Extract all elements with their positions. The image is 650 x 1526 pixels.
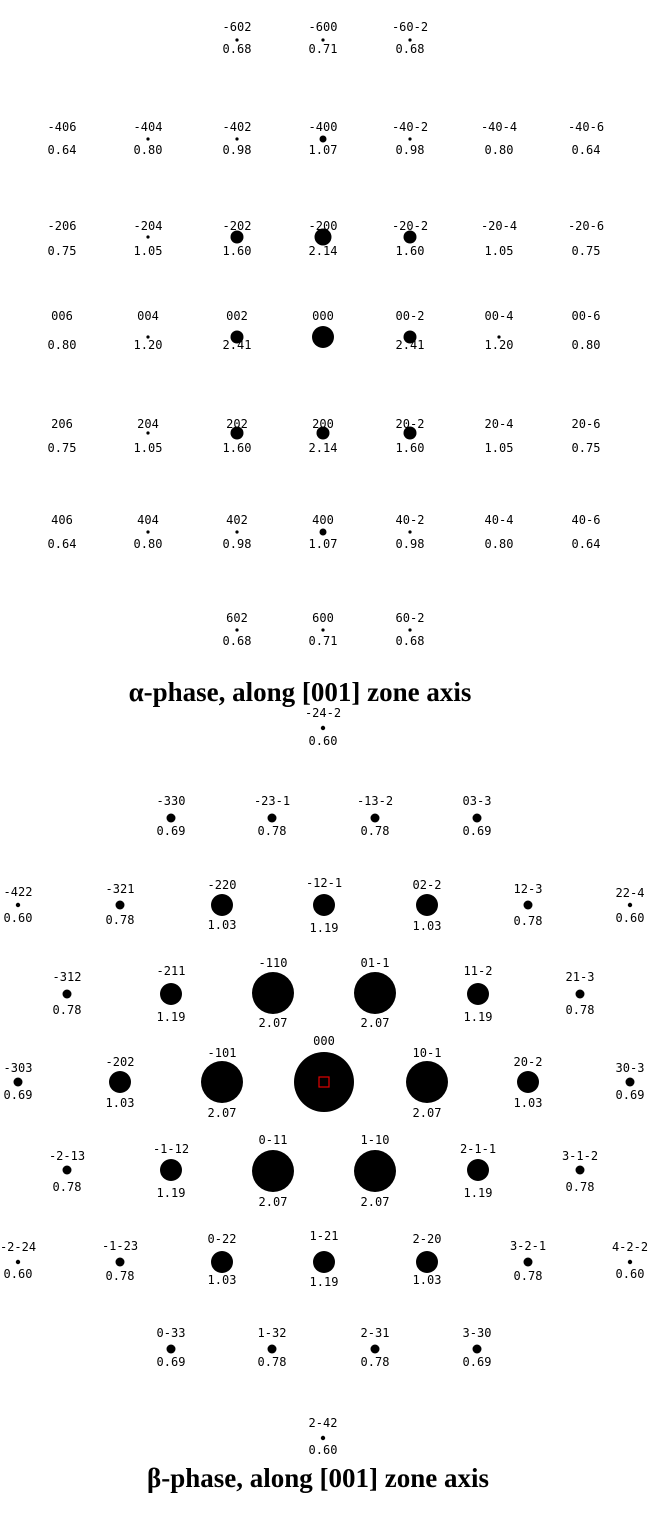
alpha-hkl-label: 40-2 xyxy=(395,513,425,527)
beta-spot-m202 xyxy=(109,1071,131,1093)
beta-d-spacing-label: 0.60 xyxy=(3,911,33,925)
beta-spot-3m2m1 xyxy=(524,1258,533,1267)
beta-d-spacing-label: 1.19 xyxy=(463,1010,493,1024)
alpha-d-spacing-label: 0.80 xyxy=(133,537,163,551)
beta-d-spacing-label: 0.60 xyxy=(615,911,645,925)
alpha-d-spacing-label: 0.75 xyxy=(47,441,77,455)
alpha-spot-402 xyxy=(235,530,238,533)
beta-d-spacing-label: 1.19 xyxy=(463,1186,493,1200)
alpha-d-spacing-label: 0.80 xyxy=(47,338,77,352)
beta-spot-0m33 xyxy=(167,1345,176,1354)
alpha-d-spacing-label: 0.80 xyxy=(571,338,601,352)
beta-d-spacing-label: 0.69 xyxy=(156,824,186,838)
beta-hkl-label: -1-23 xyxy=(101,1239,139,1253)
beta-d-spacing-label: 2.07 xyxy=(207,1106,237,1120)
beta-hkl-label: 1-10 xyxy=(360,1133,390,1147)
beta-d-spacing-label: 1.19 xyxy=(309,1275,339,1289)
beta-d-spacing-label: 0.78 xyxy=(360,824,390,838)
alpha-hkl-label: 20-6 xyxy=(571,417,601,431)
beta-d-spacing-label: 0.60 xyxy=(308,734,338,748)
beta-hkl-label: 10-1 xyxy=(412,1046,442,1060)
beta-d-spacing-label: 1.03 xyxy=(207,918,237,932)
alpha-hkl-label: 006 xyxy=(51,309,73,323)
alpha-phase-pattern xyxy=(48,20,605,648)
beta-spot-m24m2 xyxy=(321,726,325,730)
beta-spot-m2m13 xyxy=(63,1166,72,1175)
alpha-hkl-label: 000 xyxy=(312,309,334,323)
beta-spot-10m1 xyxy=(406,1061,448,1103)
alpha-hkl-label: 200 xyxy=(312,417,334,431)
beta-spot-m321 xyxy=(116,901,125,910)
alpha-d-spacing-label: 1.60 xyxy=(395,244,425,258)
alpha-spot-m404 xyxy=(146,137,149,140)
beta-d-spacing-label: 1.03 xyxy=(412,919,442,933)
beta-d-spacing-label: 1.03 xyxy=(513,1096,543,1110)
alpha-spot-404 xyxy=(146,530,149,533)
alpha-spot-m402 xyxy=(235,137,238,140)
alpha-hkl-label: -20-2 xyxy=(391,219,429,233)
alpha-d-spacing-label: 0.68 xyxy=(222,42,252,56)
beta-hkl-label: 1-21 xyxy=(309,1229,339,1243)
beta-hkl-label: 1-32 xyxy=(257,1326,287,1340)
alpha-d-spacing-label: 0.68 xyxy=(222,634,252,648)
alpha-spot-60m2 xyxy=(408,628,411,631)
beta-hkl-label: -12-1 xyxy=(305,876,343,890)
alpha-hkl-label: 00-6 xyxy=(571,309,601,323)
beta-spot-30m3 xyxy=(626,1078,635,1087)
alpha-hkl-label: 204 xyxy=(137,417,159,431)
beta-hkl-label: 3-1-2 xyxy=(561,1149,599,1163)
alpha-hkl-label: 60-2 xyxy=(395,611,425,625)
beta-d-spacing-label: 0.69 xyxy=(462,1355,492,1369)
beta-hkl-label: 0-22 xyxy=(207,1232,237,1246)
beta-spot-12m3 xyxy=(524,901,533,910)
alpha-d-spacing-label: 1.07 xyxy=(308,537,338,551)
beta-spot-m330 xyxy=(167,814,176,823)
beta-spot-m1m12 xyxy=(160,1159,182,1181)
beta-hkl-label: -303 xyxy=(3,1061,33,1075)
beta-hkl-label: 03-3 xyxy=(462,794,492,808)
beta-spot-3m30 xyxy=(473,1345,482,1354)
beta-hkl-label: -2-24 xyxy=(0,1240,37,1254)
alpha-hkl-label: -602 xyxy=(222,20,252,34)
alpha-hkl-label: 002 xyxy=(226,309,248,323)
alpha-hkl-label: 004 xyxy=(137,309,159,323)
beta-d-spacing-label: 0.69 xyxy=(3,1088,33,1102)
beta-spot-m312 xyxy=(63,990,72,999)
beta-d-spacing-label: 0.78 xyxy=(565,1003,595,1017)
beta-d-spacing-label: 1.03 xyxy=(207,1273,237,1287)
beta-spot-m1m23 xyxy=(116,1258,125,1267)
alpha-d-spacing-label: 1.05 xyxy=(133,441,163,455)
beta-hkl-label: 000 xyxy=(313,1034,335,1048)
beta-spot-m422 xyxy=(16,903,20,907)
beta-spot-11m2 xyxy=(467,983,489,1005)
beta-spot-m13m2 xyxy=(371,814,380,823)
beta-spot-1m10 xyxy=(354,1150,396,1192)
beta-d-spacing-label: 0.60 xyxy=(3,1267,33,1281)
beta-d-spacing-label: 0.60 xyxy=(308,1443,338,1457)
alpha-d-spacing-label: 0.98 xyxy=(222,143,252,157)
beta-hkl-label: -202 xyxy=(105,1055,135,1069)
alpha-d-spacing-label: 1.05 xyxy=(133,244,163,258)
beta-hkl-label: 21-3 xyxy=(565,970,595,984)
beta-hkl-label: 0-11 xyxy=(258,1133,288,1147)
beta-spot-2m31 xyxy=(371,1345,380,1354)
beta-d-spacing-label: 0.78 xyxy=(565,1180,595,1194)
beta-d-spacing-label: 0.78 xyxy=(513,1269,543,1283)
alpha-d-spacing-label: 2.14 xyxy=(308,441,338,455)
alpha-hkl-label: 20-2 xyxy=(395,417,425,431)
alpha-hkl-label: 00-4 xyxy=(484,309,514,323)
beta-spot-20m2 xyxy=(517,1071,539,1093)
beta-hkl-label: -330 xyxy=(156,794,186,808)
beta-hkl-label: -2-13 xyxy=(48,1149,86,1163)
alpha-d-spacing-label: 0.68 xyxy=(395,634,425,648)
alpha-hkl-label: -404 xyxy=(133,120,163,134)
beta-phase-caption: β-phase, along [001] zone axis xyxy=(147,1463,489,1493)
beta-d-spacing-label: 1.19 xyxy=(309,921,339,935)
alpha-spot-m400 xyxy=(320,136,327,143)
beta-d-spacing-label: 0.78 xyxy=(52,1180,82,1194)
beta-hkl-label: -24-2 xyxy=(304,706,342,720)
alpha-d-spacing-label: 0.80 xyxy=(133,143,163,157)
alpha-d-spacing-label: 1.60 xyxy=(222,244,252,258)
beta-d-spacing-label: 1.19 xyxy=(156,1186,186,1200)
beta-d-spacing-label: 0.78 xyxy=(360,1355,390,1369)
beta-spot-0m22 xyxy=(211,1251,233,1273)
alpha-hkl-label: 404 xyxy=(137,513,159,527)
alpha-d-spacing-label: 0.71 xyxy=(308,42,338,56)
alpha-d-spacing-label: 0.98 xyxy=(395,143,425,157)
beta-hkl-label: 3-30 xyxy=(462,1326,492,1340)
beta-spot-02m2 xyxy=(416,894,438,916)
alpha-hkl-label: -202 xyxy=(222,219,252,233)
beta-d-spacing-label: 0.69 xyxy=(156,1355,186,1369)
alpha-hkl-label: -60-2 xyxy=(391,20,429,34)
alpha-hkl-label: -406 xyxy=(47,120,77,134)
beta-spot-m110 xyxy=(252,972,294,1014)
beta-d-spacing-label: 2.07 xyxy=(360,1195,390,1209)
alpha-hkl-label: 40-6 xyxy=(571,513,601,527)
alpha-d-spacing-label: 0.98 xyxy=(395,537,425,551)
beta-d-spacing-label: 0.78 xyxy=(105,1269,135,1283)
alpha-d-spacing-label: 0.75 xyxy=(571,244,601,258)
alpha-d-spacing-label: 1.05 xyxy=(484,244,514,258)
alpha-hkl-label: -20-4 xyxy=(480,219,518,233)
alpha-hkl-label: -402 xyxy=(222,120,252,134)
alpha-hkl-label: 40-4 xyxy=(484,513,514,527)
beta-hkl-label: -220 xyxy=(207,878,237,892)
beta-hkl-label: 22-4 xyxy=(615,886,645,900)
beta-d-spacing-label: 0.78 xyxy=(52,1003,82,1017)
beta-spot-22m4 xyxy=(628,903,632,907)
beta-phase-pattern xyxy=(0,706,648,1457)
alpha-hkl-label: 202 xyxy=(226,417,248,431)
beta-spot-m220 xyxy=(211,894,233,916)
beta-d-spacing-label: 2.07 xyxy=(258,1195,288,1209)
beta-hkl-label: 20-2 xyxy=(513,1055,543,1069)
alpha-hkl-label: 602 xyxy=(226,611,248,625)
alpha-spot-600 xyxy=(321,628,324,631)
beta-spot-4m2m2 xyxy=(628,1260,632,1264)
beta-hkl-label: 11-2 xyxy=(463,964,493,978)
beta-spot-m23m1 xyxy=(268,814,277,823)
beta-hkl-label: -422 xyxy=(3,885,33,899)
beta-spot-01m1 xyxy=(354,972,396,1014)
alpha-d-spacing-label: 1.07 xyxy=(308,143,338,157)
beta-hkl-label: 4-2-2 xyxy=(611,1240,649,1254)
alpha-hkl-label: -40-2 xyxy=(391,120,429,134)
beta-hkl-label: 0-33 xyxy=(156,1326,186,1340)
beta-hkl-label: -321 xyxy=(105,882,135,896)
beta-hkl-label: 3-2-1 xyxy=(509,1239,547,1253)
beta-spot-03m3 xyxy=(473,814,482,823)
beta-spot-m303 xyxy=(14,1078,23,1087)
beta-spot-000 xyxy=(294,1052,354,1112)
beta-spot-21m3 xyxy=(576,990,585,999)
beta-d-spacing-label: 0.78 xyxy=(105,913,135,927)
alpha-hkl-label: 20-4 xyxy=(484,417,514,431)
beta-hkl-label: -1-12 xyxy=(152,1142,190,1156)
alpha-d-spacing-label: 0.80 xyxy=(484,143,514,157)
beta-spot-1m32 xyxy=(268,1345,277,1354)
beta-d-spacing-label: 2.07 xyxy=(360,1016,390,1030)
alpha-d-spacing-label: 0.64 xyxy=(47,143,77,157)
alpha-d-spacing-label: 1.60 xyxy=(222,441,252,455)
beta-hkl-label: -13-2 xyxy=(356,794,394,808)
beta-spot-2m20 xyxy=(416,1251,438,1273)
beta-hkl-label: -101 xyxy=(207,1046,237,1060)
alpha-hkl-label: 00-2 xyxy=(395,309,425,323)
beta-d-spacing-label: 0.78 xyxy=(257,1355,287,1369)
alpha-hkl-label: 400 xyxy=(312,513,334,527)
alpha-spot-400 xyxy=(320,529,327,536)
beta-hkl-label: 30-3 xyxy=(615,1061,645,1075)
alpha-spot-602 xyxy=(235,628,238,631)
beta-spot-1m21 xyxy=(313,1251,335,1273)
beta-d-spacing-label: 2.07 xyxy=(412,1106,442,1120)
beta-hkl-label: 2-42 xyxy=(308,1416,338,1430)
alpha-d-spacing-label: 2.41 xyxy=(395,338,425,352)
beta-hkl-label: 2-20 xyxy=(412,1232,442,1246)
beta-hkl-label: -312 xyxy=(52,970,82,984)
beta-hkl-label: -23-1 xyxy=(253,794,291,808)
alpha-d-spacing-label: 0.71 xyxy=(308,634,338,648)
beta-d-spacing-label: 1.03 xyxy=(412,1273,442,1287)
alpha-d-spacing-label: 0.98 xyxy=(222,537,252,551)
beta-spot-2m1m1 xyxy=(467,1159,489,1181)
alpha-hkl-label: -206 xyxy=(47,219,77,233)
alpha-d-spacing-label: 0.80 xyxy=(484,537,514,551)
alpha-hkl-label: 402 xyxy=(226,513,248,527)
beta-d-spacing-label: 0.78 xyxy=(513,914,543,928)
beta-spot-m101 xyxy=(201,1061,243,1103)
alpha-hkl-label: -400 xyxy=(308,120,338,134)
beta-d-spacing-label: 0.60 xyxy=(615,1267,645,1281)
alpha-d-spacing-label: 1.60 xyxy=(395,441,425,455)
alpha-spot-m204 xyxy=(146,235,149,238)
alpha-spot-m40m2 xyxy=(408,137,411,140)
alpha-hkl-label: -40-6 xyxy=(567,120,605,134)
alpha-d-spacing-label: 0.75 xyxy=(571,441,601,455)
beta-spot-3m1m2 xyxy=(576,1166,585,1175)
alpha-spot-000 xyxy=(312,326,334,348)
alpha-d-spacing-label: 0.75 xyxy=(47,244,77,258)
alpha-phase-caption: α-phase, along [001] zone axis xyxy=(128,677,472,707)
alpha-hkl-label: -600 xyxy=(308,20,338,34)
beta-hkl-label: -110 xyxy=(258,956,288,970)
beta-spot-0m11 xyxy=(252,1150,294,1192)
alpha-hkl-label: 600 xyxy=(312,611,334,625)
alpha-d-spacing-label: 1.05 xyxy=(484,441,514,455)
alpha-d-spacing-label: 2.41 xyxy=(222,338,252,352)
beta-hkl-label: -211 xyxy=(156,964,186,978)
alpha-d-spacing-label: 1.20 xyxy=(484,338,514,352)
alpha-hkl-label: -20-6 xyxy=(567,219,605,233)
beta-d-spacing-label: 0.69 xyxy=(462,824,492,838)
beta-d-spacing-label: 2.07 xyxy=(258,1016,288,1030)
beta-d-spacing-label: 1.03 xyxy=(105,1096,135,1110)
alpha-hkl-label: -200 xyxy=(308,219,338,233)
alpha-hkl-label: -40-4 xyxy=(480,120,518,134)
beta-d-spacing-label: 1.19 xyxy=(156,1010,186,1024)
alpha-d-spacing-label: 0.64 xyxy=(47,537,77,551)
alpha-hkl-label: 406 xyxy=(51,513,73,527)
beta-hkl-label: 2-1-1 xyxy=(459,1142,497,1156)
beta-spot-2m42 xyxy=(321,1436,325,1440)
beta-hkl-label: 2-31 xyxy=(360,1326,390,1340)
beta-d-spacing-label: 0.78 xyxy=(257,824,287,838)
alpha-hkl-label: -204 xyxy=(133,219,163,233)
alpha-hkl-label: 206 xyxy=(51,417,73,431)
beta-d-spacing-label: 0.69 xyxy=(615,1088,645,1102)
alpha-spot-40m2 xyxy=(408,530,411,533)
alpha-d-spacing-label: 2.14 xyxy=(308,244,338,258)
beta-hkl-label: 12-3 xyxy=(513,882,543,896)
alpha-spot-204 xyxy=(146,431,149,434)
beta-spot-m211 xyxy=(160,983,182,1005)
alpha-d-spacing-label: 1.20 xyxy=(133,338,163,352)
alpha-d-spacing-label: 0.64 xyxy=(571,143,601,157)
beta-hkl-label: 01-1 xyxy=(360,956,390,970)
beta-spot-m2m24 xyxy=(16,1260,20,1264)
alpha-d-spacing-label: 0.68 xyxy=(395,42,425,56)
beta-hkl-label: 02-2 xyxy=(412,878,442,892)
alpha-d-spacing-label: 0.64 xyxy=(571,537,601,551)
beta-spot-m12m1 xyxy=(313,894,335,916)
